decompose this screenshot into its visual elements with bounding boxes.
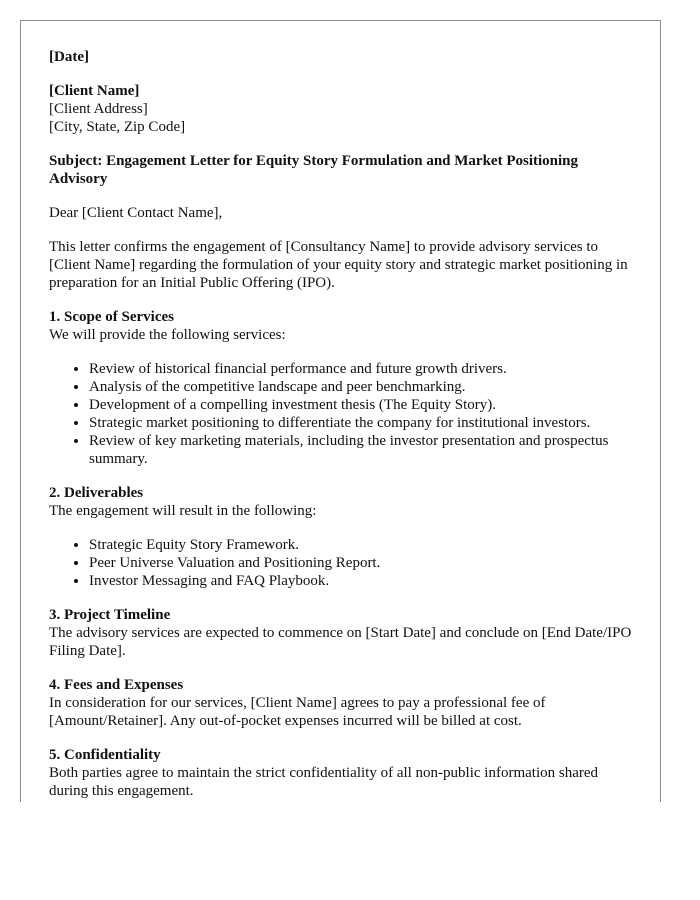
client-address: [Client Address] <box>49 101 148 117</box>
list-item: • Review of historical financial performance and future growth drivers. <box>89 360 639 378</box>
section-heading: 5. Confidentiality <box>49 747 161 763</box>
section-text: The engagement will result in the following: <box>49 503 317 519</box>
client-name: [Client Name] <box>49 83 140 99</box>
letter-date: [Date] <box>49 49 89 65</box>
client-address-block <box>49 82 639 136</box>
list-item: • Analysis of the competitive landscape and peer benchmarking. <box>89 378 639 396</box>
client-city: [City, State, Zip Code] <box>49 119 186 135</box>
section-confidentiality <box>49 746 639 800</box>
letter-subject: Subject: Engagement Letter for Equity Story Formulation and Market Positioning Advisory <box>49 153 579 187</box>
section-heading: 2. Deliverables <box>49 485 144 501</box>
section-heading: 3. Project Timeline <box>49 607 171 623</box>
list-item: • Strategic Equity Story Framework. <box>89 536 639 554</box>
scope-list <box>49 360 639 468</box>
deliverables-list <box>49 536 639 590</box>
section-scope <box>49 308 639 468</box>
letter-content <box>49 48 639 800</box>
section-fees <box>49 676 639 730</box>
list-item: • Investor Messaging and FAQ Playbook. <box>89 572 639 590</box>
letter-intro: This letter confirms the engagement of [Consultancy Name] to provide advisory services to [Client Name] regarding the formulation of your equity story and strategic market positioning in preparation for an Initial Public Offering (IPO). <box>49 239 628 291</box>
section-timeline <box>49 606 639 660</box>
section-heading: 1. Scope of Services <box>49 309 174 325</box>
section-deliverables <box>49 484 639 590</box>
list-item: • Peer Universe Valuation and Positioning Report. <box>89 554 639 572</box>
letter-salutation: Dear [Client Contact Name], <box>49 205 223 221</box>
list-item: • Development of a compelling investment thesis (The Equity Story). <box>89 396 639 414</box>
list-item: • Review of key marketing materials, including the investor presentation and prospectus summary. <box>89 432 639 468</box>
section-text: We will provide the following services: <box>49 327 286 343</box>
section-text: In consideration for our services, [Client Name] agrees to pay a professional fee of [Amount/Retainer]. Any out-of-pocket expenses incurred will be billed at cost. <box>49 695 546 729</box>
letter-page <box>20 20 661 802</box>
list-item: • Strategic market positioning to differentiate the company for institutional investors. <box>89 414 639 432</box>
section-heading: 4. Fees and Expenses <box>49 677 184 693</box>
section-text: The advisory services are expected to commence on [Start Date] and conclude on [End Date/IPO Filing Date]. <box>49 625 632 659</box>
section-text: Both parties agree to maintain the strict confidentiality of all non-public information shared during this engagement. <box>49 765 599 799</box>
